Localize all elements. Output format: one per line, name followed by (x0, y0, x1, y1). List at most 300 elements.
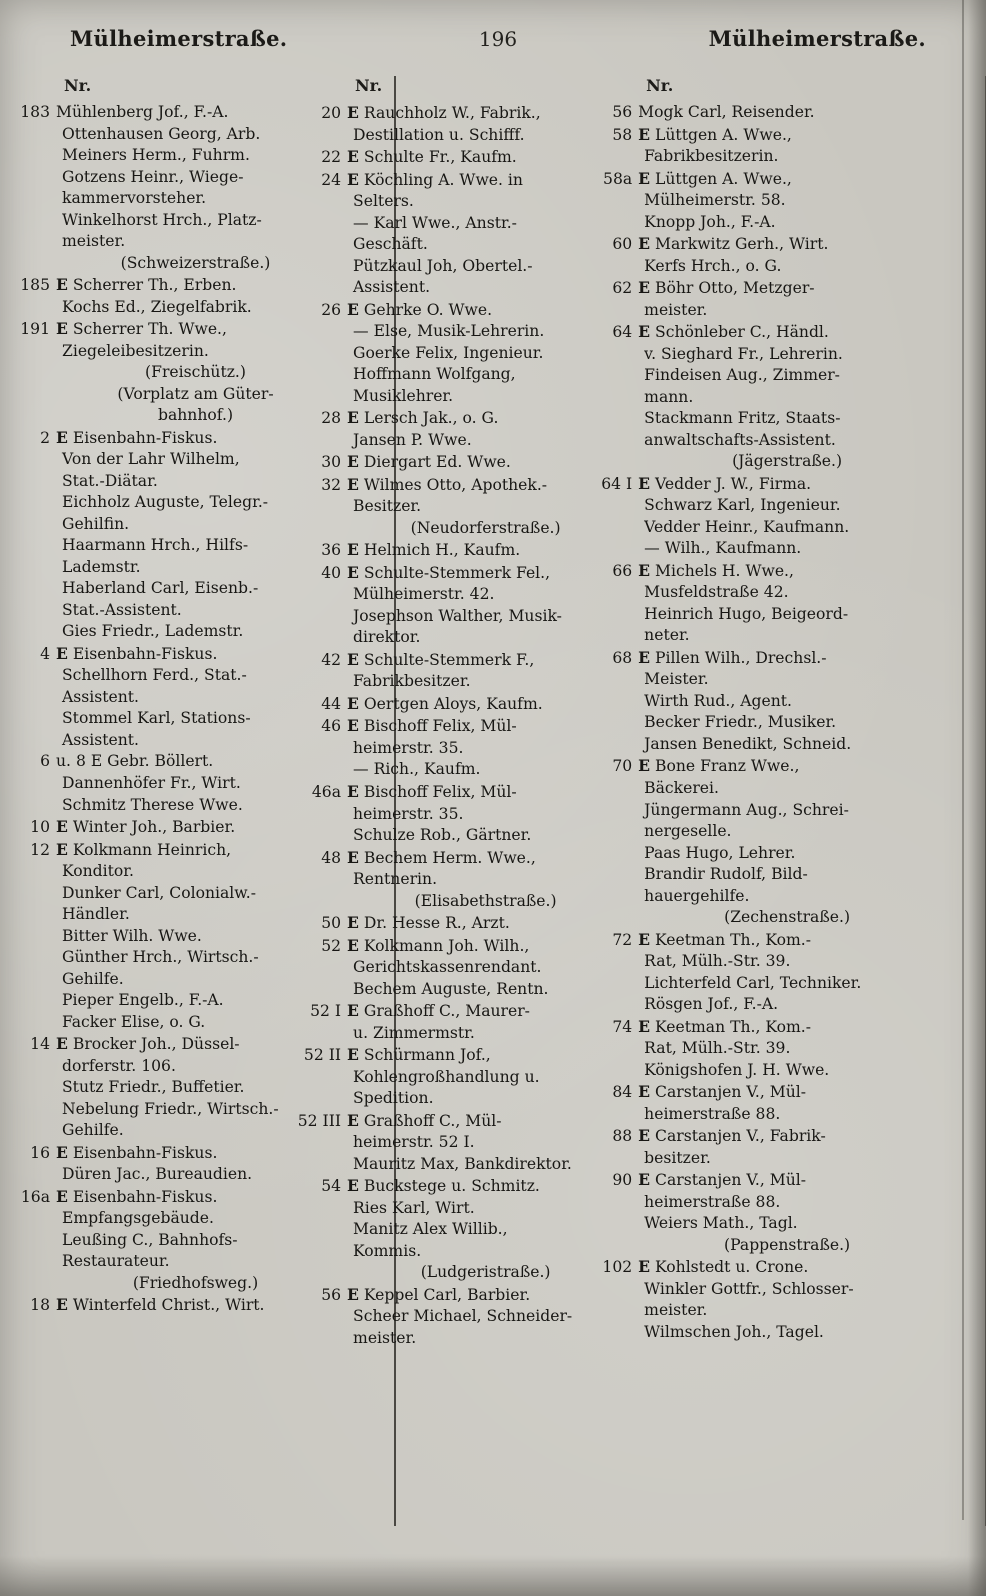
entry-continuation: Ottenhausen Georg, Arb. (62, 124, 261, 143)
entry-text: Rauchholz W., Fabrik., (363, 104, 541, 122)
entry-continuation: Bäckerei. (644, 778, 719, 797)
entry-continuation: Rentnerin. (353, 870, 438, 889)
directory-entry (40, 751, 329, 773)
directory-entry (612, 560, 930, 583)
directory-entry (321, 1175, 618, 1198)
directory-entry (20, 318, 329, 341)
directory-entry (612, 1125, 930, 1148)
owner-marker: E (347, 1001, 359, 1021)
owner-marker: E (638, 322, 651, 342)
street-heading: (Pappenstraße.) (724, 1235, 851, 1254)
directory-entry (20, 1186, 329, 1209)
entry-text: Graßhoff C., Mül- (363, 1111, 502, 1130)
entry-text: Oertgen Aloys, Kaufm. (363, 694, 543, 713)
entry-continuation: Stat.-Diätar. (62, 471, 158, 490)
entry-text: Schönleber C., Händl. (655, 323, 829, 342)
entry-text: Scherrer Th. Wwe., (72, 320, 227, 339)
owner-marker: E (347, 147, 359, 167)
entry-number: 72 (612, 930, 633, 949)
entry-text: Pillen Wilh., Drechsl.- (655, 648, 827, 667)
entry-continuation: kammervorsteher. (62, 189, 207, 208)
entry-continuation: Meiners Herm., Fuhrm. (62, 146, 250, 165)
entry-text: Bischoff Felix, Mül- (363, 782, 517, 801)
entry-continuation: meister. (353, 1328, 417, 1347)
directory-entry (321, 693, 618, 716)
entry-continuation: Kerfs Hrch., o. G. (644, 256, 782, 275)
entry-continuation: heimerstr. 35. (353, 804, 464, 823)
entry-continuation: Düren Jac., Bureaudien. (62, 1165, 253, 1184)
entry-number: 90 (612, 1171, 633, 1190)
entry-continuation: Josephson Walther, Musik- (353, 606, 562, 625)
entry-continuation: heimerstraße 88. (644, 1104, 781, 1123)
entry-number: 44 (321, 694, 342, 713)
owner-marker: E (347, 913, 359, 933)
entry-continuation: Schulze Rob., Gärtner. (353, 826, 532, 845)
entry-continuation: Besitzer. (353, 497, 422, 516)
directory-entry (602, 1256, 930, 1279)
entry-number: 16a (20, 1187, 50, 1206)
directory-entry (612, 755, 930, 778)
owner-marker: E (347, 474, 359, 494)
owner-marker: E (347, 169, 359, 189)
entry-continuation: Lademstr. (62, 557, 141, 576)
directory-entry (612, 124, 930, 147)
entry-number: 4 (40, 644, 50, 663)
directory-entry (612, 233, 930, 256)
entry-text: Scherrer Th., Erben. (72, 276, 237, 295)
entry-continuation: nergeselle. (644, 822, 732, 841)
directory-entry (321, 299, 618, 322)
entry-number: 2 (40, 428, 50, 447)
directory-entry (321, 912, 618, 935)
entry-continuation: Schwarz Karl, Ingenieur. (644, 496, 841, 515)
directory-columns (20, 76, 940, 1556)
directory-entry (20, 274, 329, 297)
entry-continuation: Jansen P. Wwe. (353, 430, 472, 449)
entry-text: Graßhoff C., Maurer- (363, 1002, 530, 1021)
column-2-head: Nr. (355, 76, 383, 95)
entry-text: Kolkmann Joh. Wilh., (363, 936, 530, 955)
owner-marker: E (347, 452, 359, 472)
owner-marker: E (56, 1186, 68, 1206)
entry-continuation: Musiklehrer. (353, 386, 454, 405)
directory-entry (30, 816, 329, 839)
street-heading: (Zechenstraße.) (724, 908, 851, 927)
entry-continuation: Winkelhorst Hrch., Platz- (62, 210, 262, 229)
entry-text: Keetman Th., Kom.- (655, 930, 812, 949)
entry-continuation: Gehilfin. (62, 514, 130, 533)
entry-continuation: mann. (644, 387, 694, 406)
directory-entry (30, 839, 329, 862)
entry-continuation: anwaltschafts-Assistent. (644, 430, 836, 449)
owner-marker: E (56, 427, 68, 447)
entry-continuation: Wilmschen Joh., Tagel. (644, 1322, 824, 1341)
entry-continuation: Haarmann Hrch., Hilfs- (62, 536, 249, 555)
entry-number: 88 (612, 1127, 633, 1146)
entry-continuation: Assistent. (62, 687, 140, 706)
entry-continuation: Leußing C., Bahnhofs- (62, 1230, 238, 1249)
entry-continuation: Hoffmann Wolfgang, (353, 365, 516, 384)
owner-marker: E (56, 817, 68, 837)
entry-number: 12 (30, 840, 50, 859)
owner-marker: E (638, 234, 651, 254)
owner-marker: E (56, 643, 68, 663)
column-2-entries (297, 102, 618, 1349)
entry-continuation: Manitz Alex Willib., (353, 1220, 508, 1239)
entry-text: Bischoff Felix, Mül- (363, 717, 517, 736)
entry-text: Kolkmann Heinrich, (72, 840, 232, 859)
entry-continuation: Kochs Ed., Ziegelfabrik. (62, 297, 252, 316)
entry-continuation: heimerstraße 88. (644, 1192, 781, 1211)
entry-text: Lersch Jak., o. G. (363, 409, 499, 428)
column-1-entries (20, 102, 329, 1317)
entry-continuation: Königshofen J. H. Wwe. (644, 1060, 830, 1079)
owner-marker: E (347, 649, 359, 669)
entry-continuation: — Rich., Kaufm. (353, 760, 481, 779)
entry-number: 10 (30, 818, 50, 837)
entry-continuation: Goerke Felix, Ingenieur. (353, 343, 544, 362)
entry-number: 64 I (601, 474, 633, 493)
column-2 (297, 76, 628, 1556)
directory-entry (303, 1044, 618, 1067)
owner-marker: E (347, 299, 359, 319)
entry-continuation: v. Sieghard Fr., Lehrerin. (644, 344, 843, 363)
entry-continuation: Assistent. (62, 730, 140, 749)
entry-continuation: Empfangsgebäude. (62, 1209, 214, 1228)
entry-number: 56 (612, 103, 633, 121)
entry-continuation: meister. (644, 1301, 708, 1320)
entry-text: Schürmann Jof., (363, 1046, 491, 1065)
column-3 (601, 76, 940, 1556)
entry-continuation: Gerichtskassenrendant. (353, 958, 542, 977)
owner-marker: E (347, 103, 359, 122)
entry-continuation: Wirth Rud., Agent. (644, 691, 793, 710)
entry-text: Kohlstedt u. Crone. (655, 1258, 809, 1277)
entry-number: 30 (321, 453, 342, 472)
directory-entry (321, 169, 618, 192)
entry-number: 28 (321, 409, 342, 428)
entry-continuation: Gotzens Heinr., Wiege- (62, 167, 244, 186)
directory-entry (321, 102, 618, 125)
entry-continuation: Bitter Wilh. Wwe. (62, 926, 202, 945)
owner-marker: E (638, 929, 651, 949)
entry-continuation: hauergehilfe. (644, 886, 750, 905)
entry-continuation: Destillation u. Schifff. (353, 125, 525, 144)
entry-text: Buckstege u. Schmitz. (363, 1177, 540, 1196)
directory-entry (321, 1284, 618, 1307)
owner-marker: E (56, 275, 68, 295)
entry-continuation: — Wilh., Kaufmann. (644, 539, 802, 558)
directory-entry (321, 146, 618, 169)
directory-entry (321, 847, 618, 870)
entry-number: 54 (321, 1177, 342, 1196)
page-number: 196 (478, 27, 518, 51)
owner-marker: E (347, 781, 359, 801)
owner-marker: E (347, 716, 359, 736)
entry-text: Wilmes Otto, Apothek.- (363, 475, 548, 494)
header-street-right: Mülheimerstraße. (708, 26, 926, 51)
entry-continuation: u. Zimmermstr. (353, 1023, 475, 1042)
owner-marker: E (347, 1045, 359, 1065)
entry-number: 62 (612, 279, 633, 298)
directory-entry (321, 407, 618, 430)
owner-marker: E (638, 473, 651, 493)
entry-continuation: Paas Hugo, Lehrer. (644, 843, 796, 862)
entry-number: 36 (321, 541, 342, 560)
entry-number: 183 (20, 103, 50, 121)
entry-number: 26 (321, 300, 342, 319)
entry-continuation: Eichholz Auguste, Telegr.- (62, 493, 269, 512)
entry-number: 46 (321, 717, 342, 736)
entry-number: 70 (612, 757, 633, 776)
entry-continuation: Ziegeleibesitzerin. (62, 341, 209, 360)
entry-continuation: Brandir Rudolf, Bild- (644, 865, 808, 884)
entry-number: 24 (321, 170, 342, 189)
page-edge-shadow (968, 0, 986, 1596)
owner-marker: E (347, 1176, 359, 1196)
directory-entry (310, 1000, 618, 1023)
owner-marker: E (638, 1170, 651, 1190)
entry-continuation: Fabrikbesitzer. (353, 672, 471, 691)
entry-text: Brocker Joh., Düssel- (72, 1035, 240, 1054)
owner-marker: E (347, 1284, 359, 1304)
owner-marker: E (56, 1034, 68, 1054)
entry-continuation: Schellhorn Ferd., Stat.- (62, 666, 247, 685)
directory-entry (321, 474, 618, 497)
entry-number: 14 (30, 1035, 50, 1054)
owner-marker: E (638, 1257, 651, 1277)
entry-text: Lüttgen A. Wwe., (655, 125, 792, 144)
directory-entry (612, 647, 930, 670)
entry-continuation: Dannenhöfer Fr., Wirt. (62, 773, 241, 792)
entry-continuation: meister. (62, 232, 126, 251)
entry-continuation: Bechem Auguste, Rentn. (353, 979, 549, 998)
entry-text: Lüttgen A. Wwe., (655, 169, 792, 188)
entry-continuation: Knopp Joh., F.-A. (644, 212, 776, 231)
entry-continuation: Gehilfe. (62, 1121, 124, 1140)
entry-number: 74 (612, 1017, 633, 1036)
entry-number: 84 (612, 1083, 633, 1102)
directory-entry (321, 539, 618, 562)
street-heading: (Ludgeristraße.) (420, 1263, 551, 1282)
entry-continuation: Pützkaul Joh, Obertel.- (353, 256, 533, 275)
directory-entry (311, 781, 618, 804)
entry-continuation: Kohlengroßhandlung u. (353, 1067, 540, 1086)
street-heading: bahnhof.) (157, 406, 234, 425)
directory-entry (321, 715, 618, 738)
directory-entry (321, 649, 618, 672)
entry-continuation: dorferstr. 106. (62, 1056, 176, 1075)
entry-continuation: Rat, Mülh.-Str. 39. (644, 952, 791, 971)
entry-continuation: direktor. (353, 628, 421, 647)
entry-continuation: meister. (644, 300, 708, 319)
street-heading: (Elisabethstraße.) (414, 891, 557, 910)
directory-entry (612, 102, 930, 124)
entry-continuation: neter. (644, 626, 690, 645)
entry-text: Eisenbahn-Fiskus. (72, 1187, 218, 1206)
entry-continuation: Spedition. (353, 1089, 434, 1108)
entry-text: Michels H. Wwe., (655, 561, 794, 580)
entry-text: Bechem Herm. Wwe., (363, 848, 536, 867)
entry-text: Böhr Otto, Metzger- (655, 279, 815, 298)
street-heading: (Schweizerstraße.) (120, 253, 271, 272)
entry-continuation: Fabrikbesitzerin. (644, 147, 779, 166)
header-street-left: Mülheimerstraße. (70, 26, 288, 51)
entry-continuation: Händler. (62, 905, 130, 924)
entry-continuation: Winkler Gottfr., Schlosser- (644, 1279, 854, 1298)
column-1-head: Nr. (64, 76, 92, 95)
entry-continuation: Nebelung Friedr., Wirtsch.- (62, 1099, 279, 1118)
entry-number: 52 III (297, 1111, 342, 1130)
entry-continuation: — Karl Wwe., Anstr.- (353, 213, 517, 232)
entry-continuation: Heinrich Hugo, Beigeord- (644, 604, 849, 623)
entry-continuation: Jüngermann Aug., Schrei- (644, 800, 849, 819)
entry-number: 20 (321, 104, 342, 122)
directory-entry (601, 473, 930, 496)
owner-marker: E (347, 408, 359, 428)
entry-text: Dr. Hesse R., Arzt. (363, 914, 510, 933)
owner-marker: E (347, 1110, 359, 1130)
directory-entry (30, 1294, 329, 1317)
entry-text: Winterfeld Christ., Wirt. (72, 1296, 265, 1315)
owner-marker: E (347, 693, 359, 713)
directory-entry (321, 935, 618, 958)
entry-continuation: Lichterfeld Carl, Techniker. (644, 973, 862, 992)
entry-text: Winter Joh., Barbier. (72, 818, 236, 837)
entry-continuation: Gehilfe. (62, 969, 124, 988)
entry-text: Köchling A. Wwe. in (363, 170, 523, 189)
column-3-entries (601, 102, 930, 1343)
directory-entry (603, 168, 930, 191)
entry-number: 102 (602, 1258, 633, 1277)
owner-marker: E (638, 560, 651, 580)
entry-text: Keetman Th., Kom.- (655, 1017, 812, 1036)
entry-number: 22 (321, 148, 342, 167)
entry-continuation: Restaurateur. (62, 1252, 170, 1271)
entry-text: Carstanjen V., Mül- (655, 1083, 807, 1102)
owner-marker: E (56, 1295, 68, 1315)
entry-continuation: Jansen Benedikt, Schneid. (644, 734, 852, 753)
directory-entry (612, 277, 930, 300)
entry-number: 185 (20, 276, 50, 295)
entry-number: 6 (40, 752, 50, 771)
entry-continuation: Selters. (353, 192, 414, 211)
entry-number: 58a (603, 169, 633, 188)
entry-continuation: Von der Lahr Wilhelm, (62, 450, 240, 469)
entry-number: 42 (321, 650, 342, 669)
entry-continuation: Dunker Carl, Colonialw.- (62, 883, 256, 902)
entry-text: Diergart Ed. Wwe. (363, 453, 511, 472)
directory-entry (612, 321, 930, 344)
column-3-head: Nr. (646, 76, 674, 95)
owner-marker: E (638, 647, 651, 667)
entry-number: 18 (30, 1296, 50, 1315)
street-heading: (Freischütz.) (145, 363, 246, 382)
entry-text: Eisenbahn-Fiskus. (72, 1143, 218, 1162)
entry-number: 46a (311, 782, 342, 801)
entry-continuation: Stommel Karl, Stations- (62, 709, 251, 728)
entry-text: Eisenbahn-Fiskus. (72, 644, 218, 663)
page-bottom-shadow (0, 1556, 986, 1596)
entry-continuation: besitzer. (644, 1148, 711, 1167)
owner-marker: E (638, 1016, 651, 1036)
owner-marker: E (347, 540, 359, 560)
entry-continuation: heimerstr. 35. (353, 738, 464, 757)
entry-number: 64 (612, 323, 633, 342)
entry-number: 32 (321, 475, 342, 494)
entry-number: 66 (612, 561, 633, 580)
directory-entry (30, 1142, 329, 1165)
entry-continuation: Günther Hrch., Wirtsch.- (62, 948, 259, 967)
entry-number: 58 (612, 125, 633, 144)
owner-marker: E (347, 562, 359, 582)
entry-continuation: Mülheimerstr. 58. (644, 191, 786, 210)
street-heading: (Jägerstraße.) (732, 452, 843, 471)
entry-continuation: Mülheimerstr. 42. (353, 585, 495, 604)
owner-marker: E (638, 1082, 651, 1102)
entry-text: Bone Franz Wwe., (655, 757, 800, 776)
entry-number: 52 I (310, 1002, 342, 1021)
entry-continuation: Musfeldstraße 42. (644, 583, 789, 602)
entry-text: Schulte Fr., Kaufm. (363, 148, 517, 167)
entry-number: 40 (321, 563, 342, 582)
entry-text: Schulte-Stemmerk F., (363, 650, 535, 669)
owner-marker: E (638, 756, 651, 776)
entry-continuation: Gies Friedr., Lademstr. (62, 622, 244, 641)
entry-text: Keppel Carl, Barbier. (363, 1285, 531, 1304)
entry-continuation: Pieper Engelb., F.-A. (62, 991, 224, 1010)
street-heading: (Vorplatz am Güter- (117, 384, 274, 403)
entry-continuation: Rat, Mülh.-Str. 39. (644, 1039, 791, 1058)
entry-number: 56 (321, 1285, 342, 1304)
entry-number: 191 (20, 320, 50, 339)
entry-continuation: Weiers Math., Tagl. (644, 1214, 798, 1233)
entry-text: Mogk Carl, Reisender. (638, 103, 815, 121)
owner-marker: E (638, 278, 651, 298)
entry-number: 48 (321, 848, 342, 867)
entry-text: Markwitz Gerh., Wirt. (655, 235, 829, 254)
entry-number: 60 (612, 235, 633, 254)
entry-continuation: Kommis. (353, 1241, 422, 1260)
entry-text: u. 8 E Gebr. Böllert. (56, 752, 214, 771)
entry-text: Helmich H., Kaufm. (363, 541, 521, 560)
entry-text: Gehrke O. Wwe. (363, 300, 493, 319)
entry-number: 16 (30, 1143, 50, 1162)
entry-continuation: Vedder Heinr., Kaufmann. (644, 517, 850, 536)
entry-continuation: Mauritz Max, Bankdirektor. (353, 1154, 572, 1173)
entry-continuation: Stutz Friedr., Buffetier. (62, 1078, 245, 1097)
street-heading: (Neudorferstraße.) (410, 518, 561, 537)
entry-number: 50 (321, 914, 342, 933)
owner-marker: E (347, 935, 359, 955)
directory-entry (20, 102, 329, 124)
owner-marker: E (56, 839, 68, 859)
entry-continuation: Stat.-Assistent. (62, 600, 182, 619)
directory-entry (40, 427, 329, 450)
entry-text: Carstanjen V., Fabrik- (655, 1127, 826, 1146)
directory-entry (30, 1033, 329, 1056)
street-heading: (Friedhofsweg.) (132, 1273, 259, 1292)
entry-continuation: Konditor. (62, 862, 134, 881)
owner-marker: E (56, 1142, 68, 1162)
directory-entry (297, 1110, 618, 1133)
directory-entry (612, 1169, 930, 1192)
entry-continuation: Meister. (644, 670, 709, 689)
page-header (70, 26, 926, 60)
column-1 (20, 76, 339, 1556)
entry-continuation: Ries Karl, Wirt. (353, 1198, 475, 1217)
directory-entry (40, 643, 329, 666)
